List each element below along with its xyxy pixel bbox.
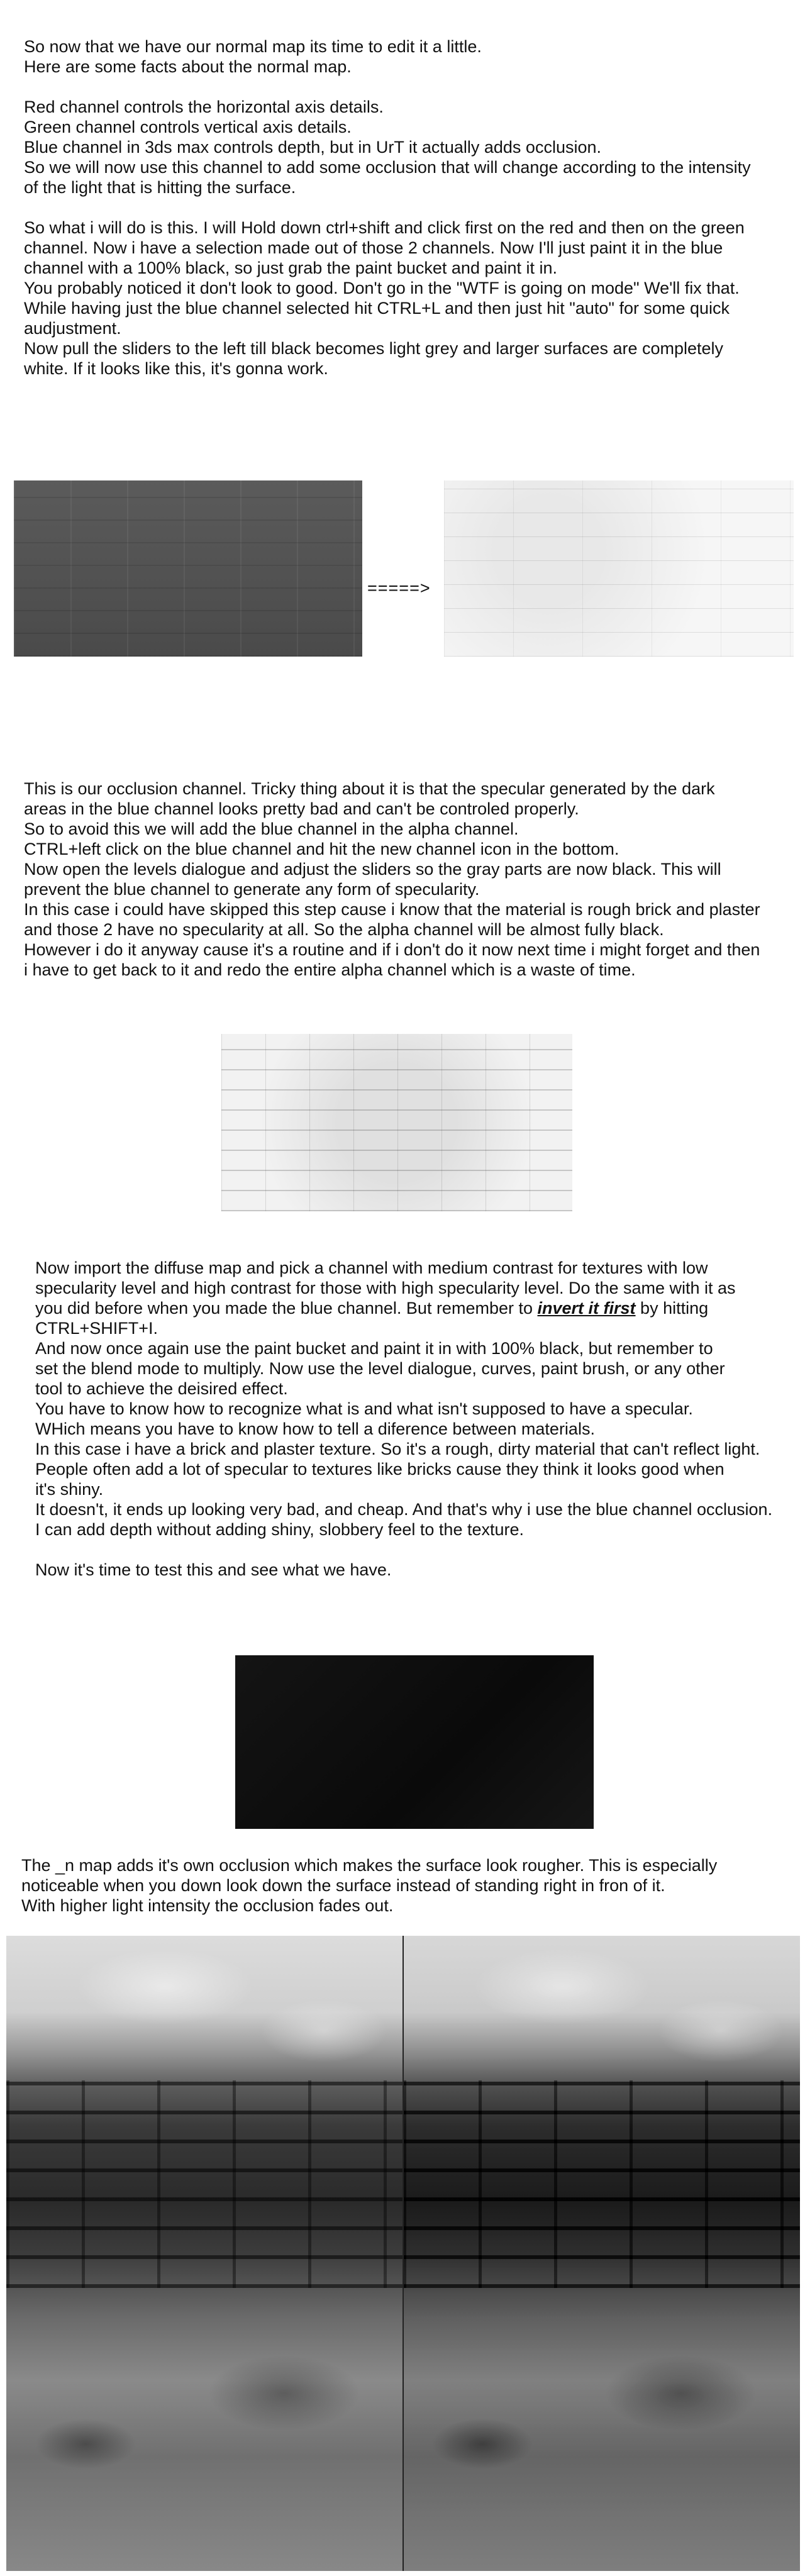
specular-map-image bbox=[235, 1655, 594, 1829]
text-line: However i do it anyway cause it's a routine and if i don't do it now next time i might forget and then bbox=[24, 940, 760, 959]
text-line: tool to achieve the deisired effect. bbox=[35, 1379, 288, 1398]
comparison-text bbox=[21, 1855, 717, 1916]
text-line: WHich means you have to know how to tell a diference between materials. bbox=[35, 1419, 595, 1438]
text-line: So what i will do is this. I will Hold down ctrl+shift and click first on the red and then on the green bbox=[24, 218, 745, 237]
text-line: Now open the levels dialogue and adjust the sliders so the gray parts are now black. This will bbox=[24, 860, 721, 879]
text-line: areas in the blue channel looks pretty bad and can't be controled properly. bbox=[24, 799, 579, 818]
occlusion-text bbox=[24, 779, 760, 980]
text-line: With higher light intensity the occlusion fades out. bbox=[21, 1896, 394, 1915]
text-segment: you did before when you made the blue channel. But remember to bbox=[35, 1299, 533, 1318]
text-line: People often add a lot of specular to textures like bricks cause they think it looks good when bbox=[35, 1460, 724, 1479]
arrow-label: =====> bbox=[367, 579, 431, 597]
text-segment: by hitting bbox=[635, 1299, 709, 1318]
text-line: You probably noticed it don't look to good. Don't go in the "WTF is going on mode" We'll fix that. bbox=[24, 279, 740, 297]
text-line: So we will now use this channel to add some occlusion that will change according to the intensity bbox=[24, 158, 751, 177]
diffuse-text bbox=[35, 1258, 772, 1580]
wall-render-left bbox=[6, 1936, 403, 2571]
occlusion-channel-image bbox=[221, 1034, 572, 1211]
text-line: specularity level and high contrast for those with high specularity level. Do the same with it as bbox=[35, 1279, 736, 1297]
text-line: Now pull the sliders to the left till black becomes light grey and larger surfaces are completely bbox=[24, 339, 724, 358]
text-line: Blue channel in 3ds max controls depth, but in UrT it actually adds occlusion. bbox=[24, 138, 601, 157]
wall-render-right bbox=[403, 1936, 800, 2571]
text-line: set the blend mode to multiply. Now use the level dialogue, curves, paint brush, or any other bbox=[35, 1359, 725, 1378]
text-line: of the light that is hitting the surface. bbox=[24, 178, 296, 197]
divider bbox=[402, 1936, 404, 2571]
text-line: channel with a 100% black, so just grab the paint bucket and paint it in. bbox=[24, 258, 558, 277]
text-line: noticeable when you down look down the surface instead of standing right in fron of it. bbox=[21, 1876, 665, 1895]
text-line: audjustment. bbox=[24, 319, 121, 338]
text-line: I can add depth without adding shiny, slobbery feel to the texture. bbox=[35, 1520, 525, 1539]
text-line: Here are some facts about the normal map. bbox=[24, 57, 352, 76]
text-line: In this case i could have skipped this step cause i know that the material is rough brick and plaster bbox=[24, 900, 760, 919]
text-line: So now that we have our normal map its time to edit it a little. bbox=[24, 37, 482, 56]
text-line: Now it's time to test this and see what we have. bbox=[35, 1560, 392, 1579]
text-line: While having just the blue channel selected hit CTRL+L and then just hit "auto" for some quick bbox=[24, 299, 730, 318]
text-line: And now once again use the paint bucket and paint it in with 100% black, but remember to bbox=[35, 1339, 713, 1358]
text-line: This is our occlusion channel. Tricky thing about it is that the specular generated by the dark bbox=[24, 779, 715, 798]
intro-text bbox=[24, 36, 751, 379]
text-line: Red channel controls the horizontal axis details. bbox=[24, 97, 384, 116]
text-line bbox=[35, 1298, 772, 1318]
text-line: So to avoid this we will add the blue channel in the alpha channel. bbox=[24, 819, 519, 838]
text-line: It doesn't, it ends up looking very bad, and cheap. And that's why i use the blue channel occlusion. bbox=[35, 1500, 773, 1519]
text-line: CTRL+SHIFT+I. bbox=[35, 1319, 158, 1338]
text-line: The _n map adds it's own occlusion which makes the surface look rougher. This is especially bbox=[21, 1856, 718, 1875]
text-line: white. If it looks like this, it's gonna work. bbox=[24, 359, 328, 378]
text-line: channel. Now i have a selection made out of those 2 channels. Now I'll just paint it in the blue bbox=[24, 238, 723, 257]
text-line: it's shiny. bbox=[35, 1480, 104, 1499]
text-line: You have to know how to recognize what is and what isn't supposed to have a specular. bbox=[35, 1399, 693, 1418]
text-line: and those 2 have no specularity at all. So the alpha channel will be almost fully black. bbox=[24, 920, 664, 939]
blue-channel-image bbox=[444, 480, 794, 657]
normal-map-image bbox=[14, 480, 362, 657]
text-line: CTRL+left click on the blue channel and hit the new channel icon in the bottom. bbox=[24, 840, 619, 858]
text-line: Now import the diffuse map and pick a channel with medium contrast for textures with low bbox=[35, 1258, 708, 1277]
text-line: i have to get back to it and redo the entire alpha channel which is a waste of time. bbox=[24, 960, 636, 979]
text-line: In this case i have a brick and plaster texture. So it's a rough, dirty material that can't reflect light. bbox=[35, 1440, 760, 1458]
text-line: Green channel controls vertical axis details. bbox=[24, 118, 352, 136]
wall-comparison-image bbox=[6, 1936, 800, 2571]
invert-emphasis: invert it first bbox=[537, 1299, 636, 1318]
text-line: prevent the blue channel to generate any form of specularity. bbox=[24, 880, 480, 899]
